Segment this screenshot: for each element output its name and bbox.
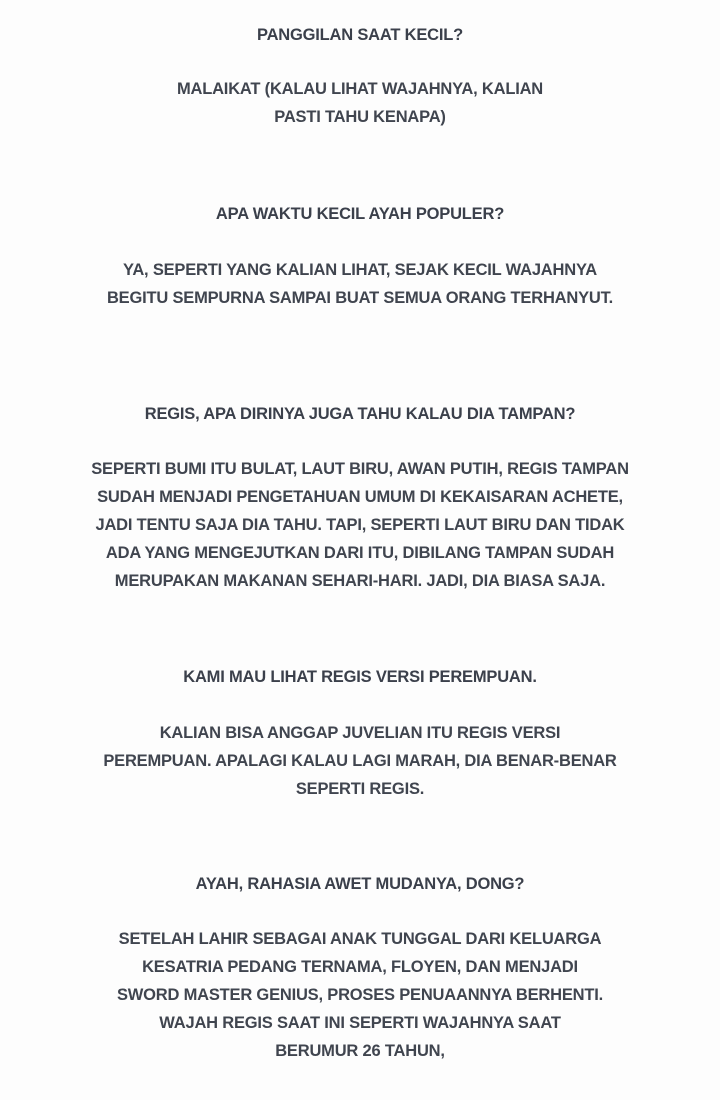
answer-line: JADI TENTU SAJA DIA TAHU. TAPI, SEPERTI LAUT BIRU DAN TIDAK	[95, 516, 625, 534]
answer-line: SETELAH LAHIR SEBAGAI ANAK TUNGGAL DARI KELUARGA	[118, 930, 602, 948]
answer-line: KALIAN BISA ANGGAP JUVELIAN ITU REGIS VERSI	[159, 724, 561, 742]
question-text: REGIS, APA DIRINYA JUGA TAHU KALAU DIA TAMPAN?	[144, 405, 576, 423]
question-text: KAMI MAU LIHAT REGIS VERSI PEREMPUAN.	[183, 668, 537, 686]
question-4	[0, 663, 720, 691]
answer-1	[0, 75, 720, 131]
question-text: PANGGILAN SAAT KECIL?	[256, 26, 463, 44]
answer-line: MERUPAKAN MAKANAN SEHARI-HARI. JADI, DIA BIASA SAJA.	[114, 572, 606, 590]
answer-line: SUDAH MENJADI PENGETAHUAN UMUM DI KEKAISARAN ACHETE,	[97, 488, 623, 506]
answer-line: BERUMUR 26 TAHUN,	[275, 1042, 445, 1060]
answer-line: SEPERTI BUMI ITU BULAT, LAUT BIRU, AWAN PUTIH, REGIS TAMPAN	[91, 460, 629, 478]
question-1	[0, 21, 720, 49]
question-2	[0, 200, 720, 228]
answer-line: SEPERTI REGIS.	[295, 780, 425, 798]
answer-2	[0, 256, 720, 312]
answer-3	[0, 455, 720, 595]
answer-line: PEREMPUAN. APALAGI KALAU LAGI MARAH, DIA BENAR-BENAR	[103, 752, 617, 770]
question-text: APA WAKTU KECIL AYAH POPULER?	[215, 205, 505, 223]
answer-line: MALAIKAT (KALAU LIHAT WAJAHNYA, KALIAN	[176, 80, 544, 98]
answer-line: ADA YANG MENGEJUTKAN DARI ITU, DIBILANG TAMPAN SUDAH	[105, 544, 615, 562]
answer-4	[0, 719, 720, 803]
answer-line: KESATRIA PEDANG TERNAMA, FLOYEN, DAN MENJADI	[142, 958, 578, 976]
answer-5	[0, 925, 720, 1065]
question-text: AYAH, RAHASIA AWET MUDANYA, DONG?	[195, 875, 525, 893]
answer-line: SWORD MASTER GENIUS, PROSES PENUAANNYA BERHENTI.	[116, 986, 604, 1004]
answer-line: BEGITU SEMPURNA SAMPAI BUAT SEMUA ORANG TERHANYUT.	[106, 289, 614, 307]
question-3	[0, 400, 720, 428]
answer-line: WAJAH REGIS SAAT INI SEPERTI WAJAHNYA SAAT	[159, 1014, 561, 1032]
question-5	[0, 870, 720, 898]
answer-line: YA, SEPERTI YANG KALIAN LIHAT, SEJAK KECIL WAJAHNYA	[123, 261, 597, 279]
answer-line: PASTI TAHU KENAPA)	[274, 108, 446, 126]
